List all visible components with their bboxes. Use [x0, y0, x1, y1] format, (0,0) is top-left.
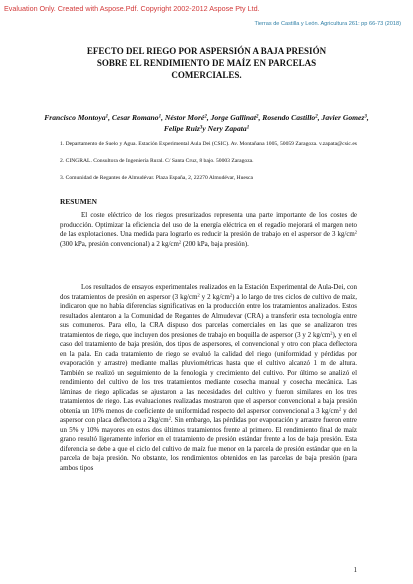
title-line-3: COMERCIALES. [171, 70, 242, 80]
section-heading: RESUMEN [60, 197, 97, 206]
author-affiliation-mark: 2 [204, 114, 207, 120]
paragraph-text: El coste eléctrico de los riegos presurizados representa una parte importante de los costes de producción. Optimizar la eficiencia del uso de la energía eléctrica en el regadío mejorará el margen neto de las explotaciones. Una medida para lograrlo es reducir la presión de trabajo en el aspersor de 3 $kg/cm^2$ (300 kPa, presión convencional) a 2 $kg/cm^2$ (200 kPa, baja presión). [60, 211, 357, 248]
author-affiliation-mark: 1 [246, 125, 250, 131]
paragraph-text: Los resultados de ensayos experimentales realizados en la Estación Experimental de Aula-Dei, con dos tratamientos de presión en aspersor (3 $kg/cm^2$ y 2 $kg/cm^2$) a lo largo de tres ciclos de cultivo de maíz, indicaron que no había diferencias significativas en la producción entre los tratamientos analizados. Estos resultados alentaron a la Comunidad de Regantes de Almudevar (CRA) a transferir esta tecnología entre sus comuneros. Para ello, la CRA dispuso dos parcelas comerciales en las que se analizaron tres tratamientos de riego, que incluyen dos presiones de trabajo en boquilla de aspersor (3 y 2 $kg/cm^2$), y en el caso del tratamiento de baja presión, dos tipos de aspersores, el convencional y otro con placa deflectora en la pala. En cada tratamiento de riego se evaluó la calidad del riego (uniformidad y pérdidas por evaporación y arrastre) mediante mallas pluviométricas hasta que el cultivo alcanzó 1 m de altura. También se realizó un seguimiento de la fenología y crecimiento del cultivo. Por último se analizó el rendimiento del cultivo de los tres tratamientos mediante cosecha manual y cosecha mecánica. Las láminas de riego aplicadas se ajustaron a las necesidades del cultivo y fueron similares en los tres tratamientos de riego. Las evaluaciones realizadas mostraron que el aspersor convencional a baja presión obtenía un 10% menos de coeficiente de uniformidad respecto del aspersor convencional a 3 $kg/cm^2$ y del aspersor con placa deflectora a $2kg/cm^2$. Sin embargo, las pérdidas por evaporación y arrastre fueron entre un 5% y 10% mayores en estos dos últimos tratamientos frente al primero. El rendimiento final de maíz grano resultó ligeramente inferior en el tratamiento de presión estándar frente a los de baja presión. Esta diferencia se debe a que el ciclo del cultivo de maíz fue menor en la parcela de presión estándar que en la parcela de baja presión. No obstante, los rendimientos obtenidos en las parcelas de baja presión (para ambos tipos [60, 283, 357, 472]
abstract-paragraph-1 [60, 211, 357, 249]
evaluation-watermark: Evaluation Only. Created with Aspose.Pdf. Copyright 2002-2012 Aspose Pty Ltd. [4, 4, 260, 13]
author-affiliation-mark: 2 [255, 114, 259, 120]
title-line-1: EFECTO DEL RIEGO POR ASPERSIÓN A BAJA PRESIÓN [86, 46, 327, 56]
author-affiliation-mark: 2 [315, 114, 318, 120]
affiliation-3: 3. Comunidad de Regantes de Almudévar. Plaza España, 2, 22270 Almudévar, Huesca [60, 175, 254, 181]
author-affiliation-mark: 3 [199, 125, 203, 131]
author-affiliation-mark: 3 [364, 114, 367, 120]
author-list: Francisco Montoya$^1$, Cesar Romano$^1$, Néstor Moré$^2$, Jorge Gallinat$^2$, Rosendo Castillo$^2$, Javier Gomez$^3$, Felipe Ruiz$^3$y Nery Zapata$^1$ [44, 113, 369, 133]
affiliations [60, 140, 360, 182]
author-name: Francisco Montoya [44, 113, 106, 122]
author-affiliation-mark: 1 [158, 114, 162, 120]
page-number: 1 [353, 567, 357, 574]
author-name: Cesar Romano [111, 113, 159, 122]
author-name: Nery Zapata [207, 124, 247, 133]
author-affiliation-mark: 1 [105, 114, 109, 120]
paper-title [40, 45, 373, 81]
abstract-paragraph-2 [60, 283, 357, 473]
title-line-2: SOBRE EL RENDIMIENTO DE MAÍZ EN PARCELAS [96, 58, 317, 68]
affiliation-1: 1. Departamento de Suelo y Agua. Estación Experimental Aula Dei (CSIC). Av. Montañana 1005, 50059 Zaragoza. v.zapata@csic.es [60, 141, 357, 147]
affiliation-2: 2. CINGRAL. Consultora de Ingeniería Rural. C/ Santa Cruz, 8 bajo. 50003 Zaragoza. [60, 158, 254, 164]
author-name: Felipe Ruiz [163, 124, 200, 133]
author-name: Rosendo Castillo [262, 113, 316, 122]
author-name: Jorge Gallinat [210, 113, 256, 122]
journal-reference: Tierras de Castilla y León. Agricultura 261: pp 66-73 (2018) [254, 21, 401, 27]
author-name: Néstor Moré [164, 113, 205, 122]
author-name: Javier Gomez [321, 113, 365, 122]
